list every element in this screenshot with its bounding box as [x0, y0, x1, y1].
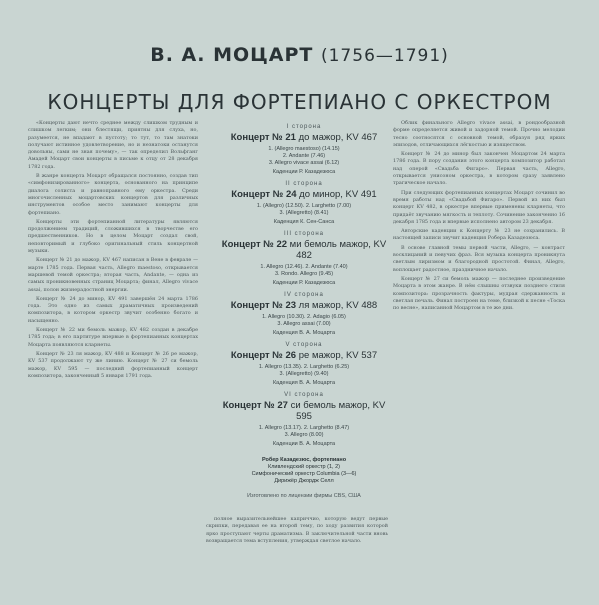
movement-list — [214, 425, 394, 439]
concerto-key: до мажор, KV 467 — [298, 132, 378, 143]
concerto-title — [214, 350, 394, 361]
side-block — [214, 124, 394, 175]
liner-paragraph: полное выразительнейшее каприччио, которую ведут первые скрипки, передавая ее на второй тему, по ходу развития которой ярко проступают черты драматизма. В заключительной части вновь возвращается тема вступления, утверждая светлое начало. — [206, 516, 388, 544]
concerto-key: си бемоль мажор, KV 595 — [290, 400, 386, 422]
movement: 3. Allegro assai (7.00) — [277, 321, 331, 327]
side-block — [214, 392, 394, 447]
concerto-number: Концерт № 21 — [230, 132, 296, 143]
concerto-number: Концерт № 26 — [230, 350, 297, 361]
movement: 2. Andante (7.46) — [282, 153, 326, 159]
concerto-title — [214, 400, 394, 422]
movement: 1. Allegro (12.46). 2. Andante (7.40) — [260, 264, 348, 270]
movement: 1. Allegro (10.30). 2. Adagio (6.05) — [262, 314, 346, 320]
liner-paragraph: Авторские каденции к Концерту № 23 не сохранились. В настоящей записи звучит каденция Робера Казадезюса. — [393, 228, 565, 242]
soloist: Робер Казадезюс, фортепиано — [261, 457, 347, 463]
composer-years: (1756—1791) — [320, 46, 449, 66]
liner-paragraph: Концерт № 27 си бемоль мажор — последнее произведение Моцарта в этом жанре. В нём слышны отзвуки позднего стиля композитора: прозрачность фактуры, мудрая сдержанность и светлая печаль. Финал построен на теме, близкой к песне «Тоска по весне», написанной Моцартом в те же дни. — [393, 275, 565, 312]
liner-paragraph: «Концерты дают нечто среднее между слишком трудным и слишком легким; они блестящи, приятны для слуха, но, разумеется, не впадают в пустоту; то тут, то там знатоки получают истинное удовлетворение, но и незнатоки останутся довольны, сами не зная почему», — так определил Вольфганг Амадей Моцарт свои концерты в письме к отцу от 28 декабря 1782 года. — [28, 120, 198, 170]
track-listing — [214, 118, 394, 516]
side-label: V сторона — [285, 342, 323, 348]
concerto-number: Концерт № 23 — [230, 300, 297, 311]
movement: 3. Rondo. Allegro (9.45) — [274, 271, 334, 277]
liner-paragraph: Концерт № 21 до мажор, KV 467 написан в Вене в феврале — марте 1785 года. Первая часть, Allegro maestoso, открывается маршевой темой оркестра; вторая часть, Andante, — одна из самых проникновенных страниц Моцарта; финал, Allegro vivace assai, полон жизнерадостной энергии. — [28, 257, 198, 293]
movement: 3. Allegro vivace assai (6.12) — [268, 160, 340, 166]
side-label: IV сторона — [284, 292, 324, 298]
composer-heading — [0, 44, 599, 66]
liner-paragraph: При следующих фортепианных концертах Моцарт сочинил во время работы над «Свадьбой Фигаро». Первой из них был концерт KV 482, в оркестре впервые применены кларнеты, что придаёт звучанию мягкость и теплоту. Сочинение законченно 16 декабря 1785 года и впервые исполнено автором 23 декабря. — [393, 189, 565, 225]
liner-paragraph: Концерт № 23 ля мажор, KV 488 и Концерт № 26 ре мажор, KV 537 продолжают ту же линию. Концерт № 27 си бемоль мажор, KV 595 — последний фортепианный концерт композитора, законченный 5 января 1791 года. — [28, 350, 198, 379]
cadenza-note: Каденция В. А. Моцарта — [272, 380, 336, 386]
movement: 3. (Allegretto) (9.40) — [279, 371, 329, 377]
cadenza-note: Каденции Р. Казадезюса — [272, 169, 336, 175]
concerto-title — [214, 189, 394, 200]
concerto-key: ре мажор, KV 537 — [298, 350, 378, 361]
concerto-key: ля мажор, KV 488 — [298, 300, 378, 311]
liner-paragraph: В жанре концерта Моцарт обращался постоянно, создав тип «симфонизированного» концерта, основанного на принципе диалога солиста и равноправного ему оркестра. Среди многочисленных моцартовских концертов для различных инструментов особое место занимают концерты для фортепиано. — [28, 173, 198, 216]
side-block — [214, 292, 394, 336]
side-block — [214, 231, 394, 286]
concerto-title — [214, 300, 394, 311]
movement-list — [214, 364, 394, 378]
movement-list — [214, 146, 394, 167]
liner-paragraph: Концерт № 22 ми бемоль мажор, KV 482 создан в декабре 1785 года; в его партитуре впервые в фортепианных концертах Моцарта появляются кларнеты. — [28, 327, 198, 348]
liner-notes-right-column — [393, 120, 565, 590]
composer-name: В. А. МОЦАРТ — [150, 44, 314, 66]
concerto-number: Концерт № 22 — [221, 239, 288, 250]
conductor-credit: Дирижёр Джордж Селл — [274, 478, 334, 484]
side-block — [214, 342, 394, 386]
performers-credits — [214, 457, 394, 485]
movement: 3. (Allegretto) (8.41) — [279, 210, 329, 216]
license-note: Изготовлено по лицензии фирмы CBS, США — [247, 493, 361, 499]
movement: 1. Allegro (13.17). 2. Larghetto (8.47) — [258, 425, 350, 431]
movement-list — [214, 203, 394, 217]
liner-notes-left-column — [28, 120, 198, 590]
liner-paragraph: Концерты эти фортепианной литературы являются продолжением традиций, сложившихся в творчестве его предшественников. Но в целом Моцарт создал свой, неповторимый и глубоко оригинальный стиль концертной музыки. — [28, 218, 198, 255]
movement: 3. Allegro (8.00) — [284, 432, 324, 438]
concerto-key: до минор, KV 491 — [299, 189, 377, 200]
cadenza-note: Каденции В. А. Моцарта — [272, 441, 336, 447]
side-block — [214, 181, 394, 225]
liner-paragraph: Концерт № 24 до минор, KV 491 завершён 24 марта 1786 года. Это одно из самых драматичных произведений композитора, в котором оркестр звучит особенно богато и насыщенно. — [28, 295, 198, 324]
movement-list — [214, 264, 394, 278]
concerto-number: Концерт № 24 — [231, 189, 297, 200]
orchestra-credit: Симфонический оркестр Columbia (3—6) — [251, 471, 357, 477]
album-title: КОНЦЕРТЫ ДЛЯ ФОРТЕПИАНО С ОРКЕСТРОМ — [47, 90, 552, 114]
side-label: I сторона — [286, 124, 322, 130]
cadenza-note: Каденция К. Сен-Санса — [273, 219, 335, 225]
concerto-title — [214, 132, 394, 143]
movement: 1. (Allegro) (12.50). 2. Larghetto (7.00) — [256, 203, 352, 209]
orchestra-credit: Кливлендский оркестр (1, 2) — [268, 464, 340, 470]
concerto-title — [214, 239, 394, 261]
liner-paragraph: Облик финального Allegro vivace assai, в рондообразной форме определяется живой и задорной темой. Прочно мелодии тесно соотносятся с основной темой, образуя ряд ярких эпизодов, отличающихся лёгкостью и изяществом. — [393, 120, 565, 148]
side-label: II сторона — [285, 181, 323, 187]
liner-notes-bottom — [206, 516, 388, 592]
side-label: III сторона — [283, 231, 324, 237]
concerto-number: Концерт № 27 — [222, 400, 288, 411]
movement: 1. (Allegro maestoso) (14.15) — [268, 146, 340, 152]
movement-list — [214, 314, 394, 328]
cadenza-note: Каденция В. А. Моцарта — [272, 330, 336, 336]
liner-paragraph: Концерт № 24 до минор был закончен Моцартом 24 марта 1786 года. В пору создания этого концерта композитор работал над оперой «Свадьба Фигаро». Первая часть, Allegro, открывается унисоном оркестра, в котором сразу заявлено трагическое начало. — [393, 151, 565, 187]
concerto-key: ми бемоль мажор, KV 482 — [289, 239, 387, 261]
cadenza-note: Каденции Р. Казадезюса — [272, 280, 336, 286]
side-label: VI сторона — [284, 392, 324, 398]
movement: 1. Allegro (13.35). 2. Larghetto (6.25) — [258, 364, 350, 370]
liner-paragraph: В основе главной темы первой части, Allegro, — контраст восклицаний и певучих фраз. Вся музыка концерта проникнута светлым лиризмом и благородной простотой. Финал, Allegro, воплощает радостное, праздничное начало. — [393, 244, 565, 273]
